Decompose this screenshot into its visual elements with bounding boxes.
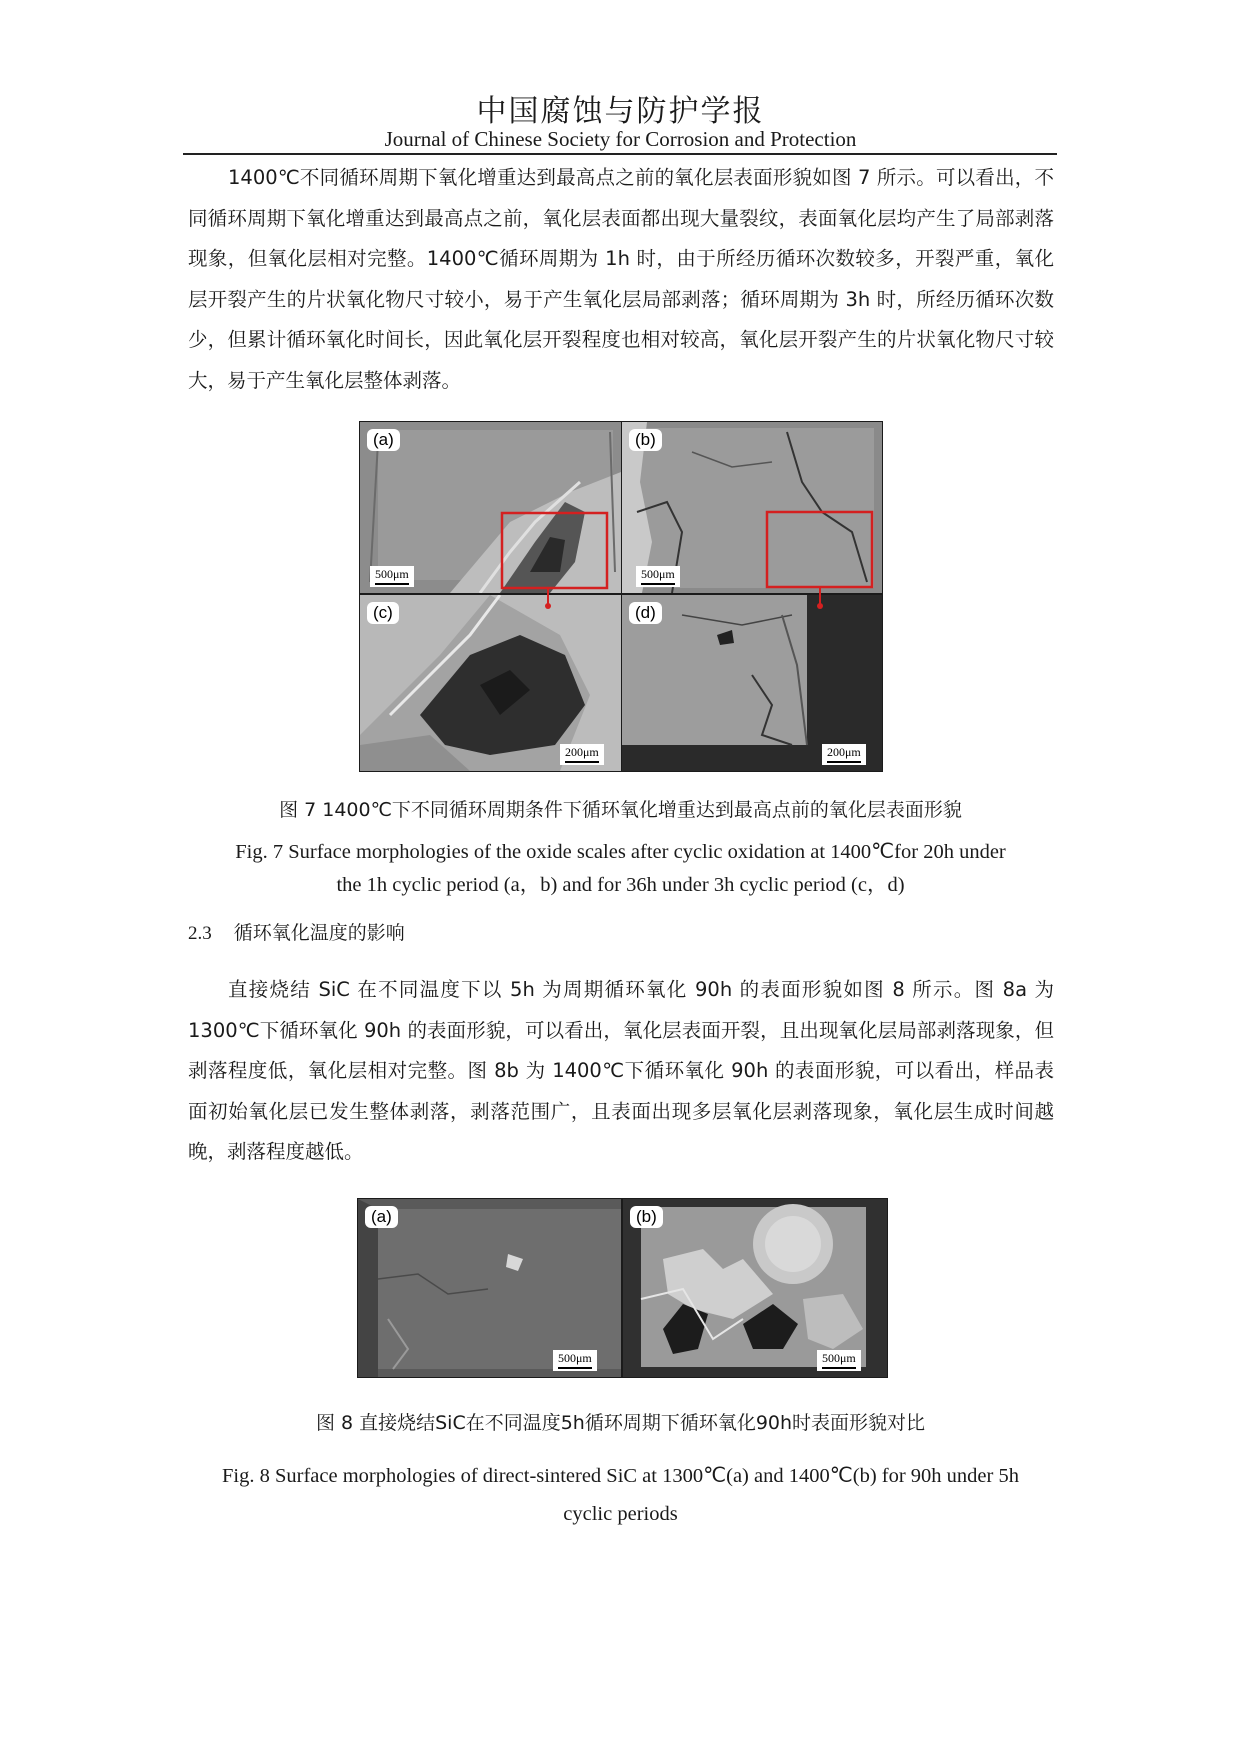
scale-bar-line (558, 1367, 592, 1369)
section-number: 2.3 (188, 923, 212, 944)
figure-8-caption-en-line1: Fig. 8 Surface morphologies of direct-sintered SiC at 1300℃(a) and 1400℃(b) for 90h under 5h (222, 1465, 1019, 1487)
scale-bar-text: 200μm (565, 745, 599, 759)
scale-bar-text: 500μm (375, 567, 409, 581)
scale-bar-line (822, 1367, 856, 1369)
figure-7-caption-en (180, 836, 1061, 902)
scale-bar-text: 500μm (558, 1351, 592, 1365)
journal-title-cn: 中国腐蚀与防护学报 (476, 94, 765, 129)
figure-7-caption-en-line1: Fig. 7 Surface morphologies of the oxide scales after cyclic oxidation at 1400℃for 20h under (235, 841, 1006, 863)
scale-bar-text: 500μm (641, 567, 675, 581)
figure-8-caption-en (180, 1457, 1061, 1533)
figure-8-caption-cn: 图 8 直接烧结SiC在不同温度5h循环周期下循环氧化90h时表面形貌对比 (315, 1412, 926, 1434)
figure-8-panel-b (623, 1199, 887, 1377)
panel-label-8a: (a) (365, 1206, 398, 1228)
panel-label-d: (d) (629, 602, 662, 624)
paragraph-fig7-discussion: 1400℃不同循环周期下氧化增重达到最高点之前的氧化层表面形貌如图 7 所示。可以看出，不同循环周期下氧化增重达到最高点之前，氧化层表面都出现大量裂纹，表面氧化层均产生了局部剥落现象，但氧化层相对完整。1400℃循环周期为 1h 时，由于所经历循环次数较多，开裂严重，氧化层开裂产生的片状氧化物尺寸较小，易于产生氧化层局部剥落；循环周期为 3h 时，所经历循环次数少，但累计循环氧化时间长，因此氧化层开裂程度也相对较高，氧化层开裂产生的片状氧化物尺寸较大，易于产生氧化层整体剥落。 (188, 166, 1054, 392)
figure-8 (357, 1198, 888, 1378)
header-rule (183, 153, 1057, 155)
section-title: 循环氧化温度的影响 (233, 922, 405, 944)
panel-label-c: (c) (367, 602, 399, 624)
figure-7 (359, 421, 883, 772)
zoom-connectors (359, 421, 883, 772)
paragraph-fig8-discussion: 直接烧结 SiC 在不同温度下以 5h 为周期循环氧化 90h 的表面形貌如图 8 所示。图 8a 为 1300℃下循环氧化 90h 的表面形貌，可以看出，氧化层表面开裂，且出现氧化层局部剥落现象，但剥落程度低，氧化层相对完整。图 8b 为 1400℃下循环氧化 90h 的表面形貌，可以看出，样品表面初始氧化层已发生整体剥落，剥落范围广，且表面出现多层氧化层剥落现象，氧化层生成时间越晚，剥落程度越低。 (188, 978, 1054, 1163)
figure-7-caption-en-line2: the 1h cyclic period (a，b) and for 36h under 3h cyclic period (c，d) (336, 874, 905, 896)
figure-8-panel-a (358, 1199, 621, 1377)
scale-bar-text: 200μm (827, 745, 861, 759)
scale-bar-8a (553, 1350, 597, 1371)
panel-label-b: (b) (629, 429, 662, 451)
journal-title-en: Journal of Chinese Society for Corrosion and Protection (384, 127, 857, 151)
section-heading (188, 918, 405, 945)
panel-label-a: (a) (367, 429, 400, 451)
scale-bar-8b (817, 1350, 861, 1371)
figure-8-caption-en-line2: cyclic periods (563, 1503, 678, 1525)
panel-label-8b: (b) (630, 1206, 663, 1228)
scale-bar-text: 500μm (822, 1351, 856, 1365)
figure-7-caption-cn: 图 7 1400℃下不同循环周期条件下循环氧化增重达到最高点前的氧化层表面形貌 (279, 799, 962, 821)
